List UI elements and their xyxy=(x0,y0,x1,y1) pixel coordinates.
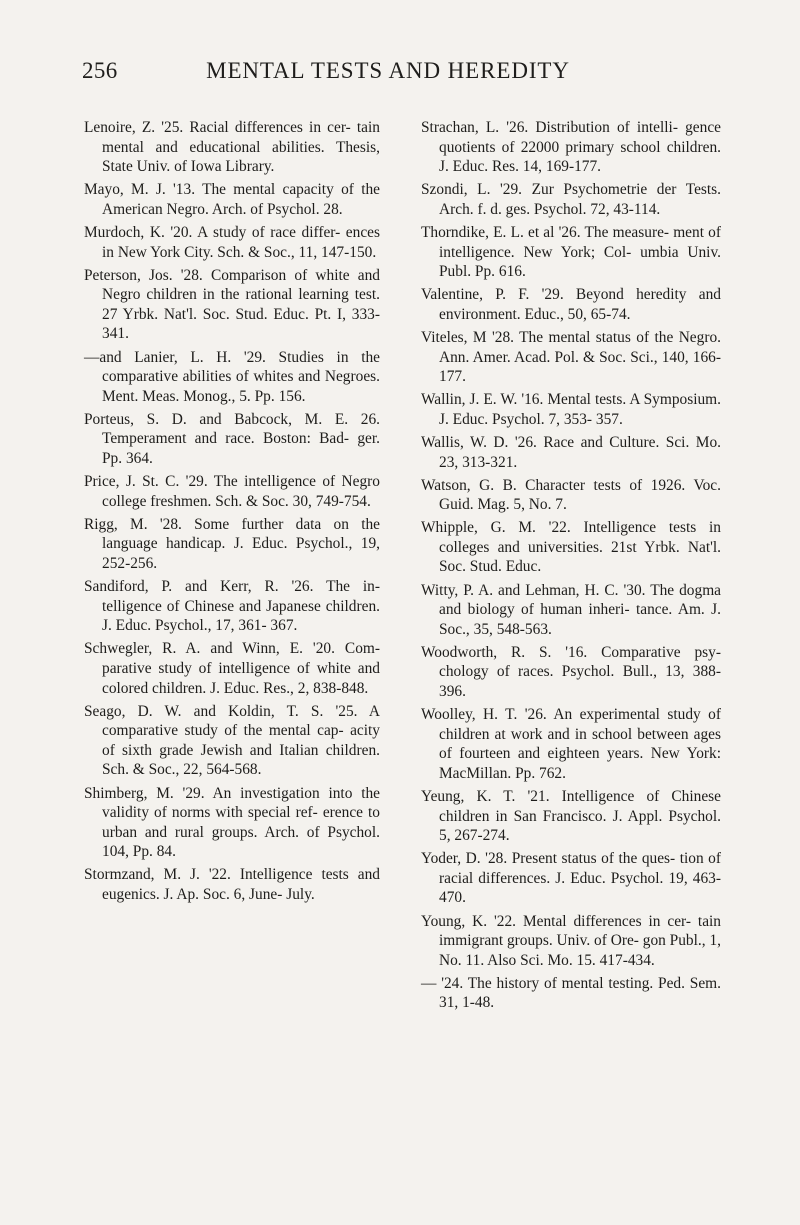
reference-entry: Watson, G. B. Character tests of 1926. Voc. Guid. Mag. 5, No. 7. xyxy=(421,476,721,514)
reference-entry: Thorndike, E. L. et al '26. The measure- ment of intelligence. New York; Col- umbia Univ. Publ. Pp. 616. xyxy=(421,223,721,281)
reference-entry: Yoder, D. '28. Present status of the ques- tion of racial differences. J. Educ. Psychol. 19, 463-470. xyxy=(421,850,721,907)
reference-entry: Sandiford, P. and Kerr, R. '26. The in- telligence of Chinese and Japanese children. J. Educ. Psychol., 17, 361- 367. xyxy=(84,578,380,635)
reference-entry: Lenoire, Z. '25. Racial differences in cer- tain mental and educational abilities. Thesis, State Univ. of Iowa Library. xyxy=(84,119,380,176)
reference-entry: Viteles, M '28. The mental status of the Negro. Ann. Amer. Acad. Pol. & Soc. Sci., 140, 166-177. xyxy=(421,328,721,386)
bibliography-right-column xyxy=(421,118,721,1017)
reference-entry: Seago, D. W. and Koldin, T. S. '25. A comparative study of the mental cap- acity of sixth grade Jewish and Italian children. Sch. & Soc., 22, 564-568. xyxy=(84,702,380,779)
reference-entry: Szondi, L. '29. Zur Psychometrie der Tests. Arch. f. d. ges. Psychol. 72, 43-114. xyxy=(421,181,721,218)
bibliography-left-column xyxy=(84,118,380,908)
running-title: MENTAL TESTS AND HEREDITY xyxy=(206,58,570,83)
reference-entry: Woolley, H. T. '26. An experimental study of children at work and in school between ages of fourteen and eighteen years. New York: MacMillan. Pp. 762. xyxy=(421,706,721,782)
reference-entry: Murdoch, K. '20. A study of race differ- ences in New York City. Sch. & Soc., 11, 147-150. xyxy=(84,223,380,261)
reference-entry: Stormzand, M. J. '22. Intelligence tests and eugenics. J. Ap. Soc. 6, June- July. xyxy=(84,866,380,903)
reference-entry: Witty, P. A. and Lehman, H. C. '30. The dogma and biology of human inheri- tance. Am. J. Soc., 35, 548-563. xyxy=(421,581,721,638)
reference-entry: Young, K. '22. Mental differences in cer- tain immigrant groups. Univ. of Ore- gon Publ., 1, No. 11. Also Sci. Mo. 15. 417-434. xyxy=(421,912,721,969)
reference-entry: —and Lanier, L. H. '29. Studies in the comparative abilities of whites and Negroes. Ment. Meas. Monog., 5. Pp. 156. xyxy=(84,348,380,405)
reference-entry: Price, J. St. C. '29. The intelligence of Negro college freshmen. Sch. & Soc. 30, 749-754. xyxy=(84,473,380,510)
reference-entry: Schwegler, R. A. and Winn, E. '20. Com- parative study of intelligence of white and colored children. J. Educ. Res., 2, 838-848. xyxy=(84,640,380,697)
reference-entry: Peterson, Jos. '28. Comparison of white and Negro children in the rational learning test. 27 Yrbk. Nat'l. Soc. Stud. Educ. Pt. I, 333-341. xyxy=(84,266,380,343)
reference-entry: Mayo, M. J. '13. The mental capacity of the American Negro. Arch. of Psychol. 28. xyxy=(84,181,380,218)
reference-entry: Valentine, P. F. '29. Beyond heredity and environment. Educ., 50, 65-74. xyxy=(421,286,721,323)
page-number: 256 xyxy=(82,58,118,83)
reference-entry: Rigg, M. '28. Some further data on the language handicap. J. Educ. Psychol., 19, 252-256. xyxy=(84,515,380,572)
reference-entry: Shimberg, M. '29. An investigation into the validity of norms with special ref- erence to urban and rural groups. Arch. of Psychol. 104, Pp. 84. xyxy=(84,784,380,861)
reference-entry: Woodworth, R. S. '16. Comparative psy- chology of races. Psychol. Bull., 13, 388-396. xyxy=(421,643,721,701)
reference-entry: Yeung, K. T. '21. Intelligence of Chinese children in San Francisco. J. Appl. Psychol. 5, 267-274. xyxy=(421,788,721,845)
reference-entry: Whipple, G. M. '22. Intelligence tests in colleges and universities. 21st Yrbk. Nat'l. Soc. Stud. Educ. xyxy=(421,519,721,576)
reference-entry: Wallis, W. D. '26. Race and Culture. Sci. Mo. 23, 313-321. xyxy=(421,433,721,471)
page-header xyxy=(82,58,694,84)
reference-entry: — '24. The history of mental testing. Ped. Sem. 31, 1-48. xyxy=(421,974,721,1012)
reference-entry: Porteus, S. D. and Babcock, M. E. 26. Temperament and race. Boston: Bad- ger. Pp. 364. xyxy=(84,410,380,467)
reference-entry: Wallin, J. E. W. '16. Mental tests. A Symposium. J. Educ. Psychol. 7, 353- 357. xyxy=(421,391,721,428)
reference-entry: Strachan, L. '26. Distribution of intelli- gence quotients of 22000 primary school children. J. Educ. Res. 14, 169-177. xyxy=(421,119,721,176)
